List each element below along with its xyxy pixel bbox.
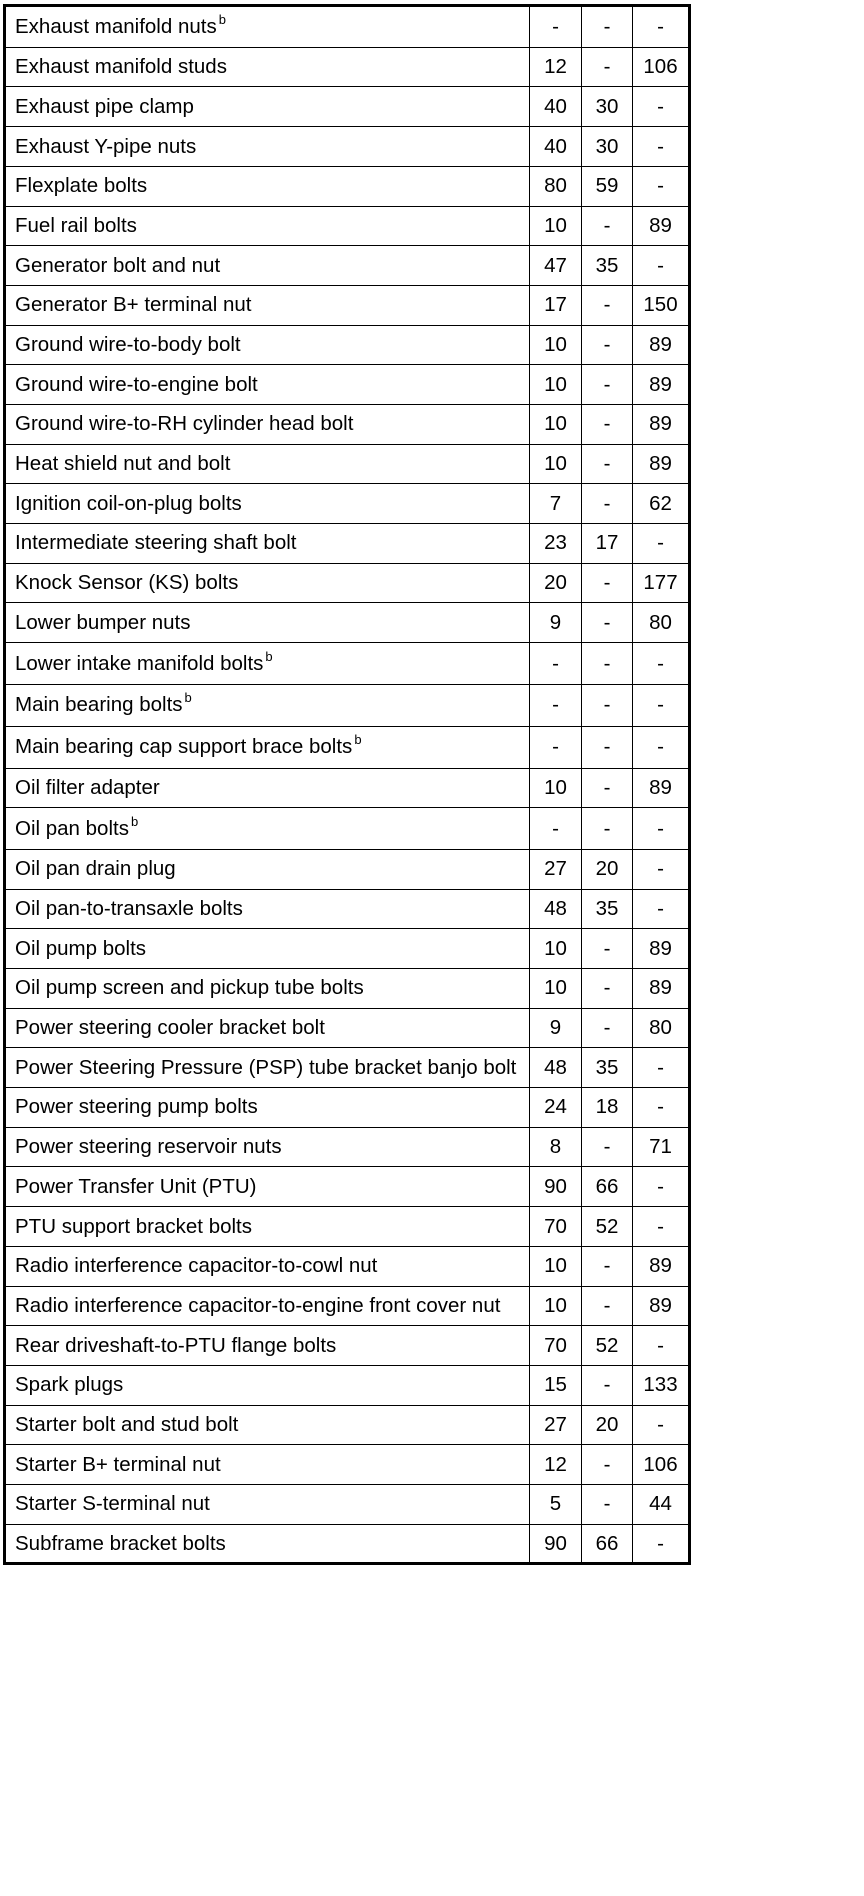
torque-nm-cell: 40 xyxy=(530,127,582,167)
torque-lbin-cell: - xyxy=(633,1326,690,1366)
torque-nm-cell: 70 xyxy=(530,1207,582,1247)
table-row xyxy=(5,684,690,726)
component-cell xyxy=(5,1048,530,1088)
table-row xyxy=(5,1286,690,1326)
torque-lbin-cell: - xyxy=(633,1524,690,1564)
torque-lbin-cell: 89 xyxy=(633,404,690,444)
torque-nm-cell: 27 xyxy=(530,849,582,889)
torque-nm-cell: 48 xyxy=(530,889,582,929)
component-name: Oil pump screen and pickup tube bolts xyxy=(15,976,364,1000)
torque-nm-cell: - xyxy=(530,6,582,48)
torque-nm-cell: 8 xyxy=(530,1127,582,1167)
component-cell xyxy=(5,325,530,365)
component-name: Exhaust manifold studs xyxy=(15,55,227,79)
table-row xyxy=(5,246,690,286)
table-row xyxy=(5,889,690,929)
table-row xyxy=(5,127,690,167)
torque-nm-cell: 10 xyxy=(530,1286,582,1326)
component-cell xyxy=(5,1246,530,1286)
table-row xyxy=(5,726,690,768)
torque-nm-cell: 7 xyxy=(530,484,582,524)
torque-lbin-cell: 89 xyxy=(633,365,690,405)
component-name: Subframe bracket bolts xyxy=(15,1531,226,1555)
component-cell xyxy=(5,1207,530,1247)
torque-lbft-cell: - xyxy=(582,1008,633,1048)
component-name: Power Steering Pressure (PSP) tube bracket banjo bolt xyxy=(15,1055,517,1079)
torque-lbin-cell: 106 xyxy=(633,1445,690,1485)
table-row xyxy=(5,484,690,524)
component-name: Knock Sensor (KS) bolts xyxy=(15,571,239,595)
torque-lbin-cell: - xyxy=(633,1167,690,1207)
component-cell xyxy=(5,127,530,167)
torque-nm-cell: 80 xyxy=(530,166,582,206)
footnote-marker: b xyxy=(265,648,273,664)
torque-lbft-cell: - xyxy=(582,808,633,850)
torque-lbin-cell: - xyxy=(633,849,690,889)
torque-lbin-cell: - xyxy=(633,87,690,127)
torque-lbin-cell: 89 xyxy=(633,1286,690,1326)
torque-lbft-cell: 59 xyxy=(582,166,633,206)
torque-lbin-cell: 106 xyxy=(633,47,690,87)
torque-lbin-cell: - xyxy=(633,246,690,286)
component-cell xyxy=(5,365,530,405)
component-name: Intermediate steering shaft bolt xyxy=(15,531,297,555)
torque-lbft-cell: 35 xyxy=(582,246,633,286)
torque-lbft-cell: - xyxy=(582,1286,633,1326)
table-row xyxy=(5,444,690,484)
component-name: Fuel rail bolts xyxy=(15,213,137,237)
torque-lbft-cell: 17 xyxy=(582,524,633,564)
component-name: Oil filter adapter xyxy=(15,775,160,799)
torque-lbft-cell: - xyxy=(582,365,633,405)
component-name: Exhaust pipe clamp xyxy=(15,94,194,118)
component-cell xyxy=(5,1167,530,1207)
torque-nm-cell: 10 xyxy=(530,206,582,246)
table-row xyxy=(5,929,690,969)
torque-spec-table-body xyxy=(5,6,690,1564)
footnote-marker: b xyxy=(354,732,362,748)
component-cell xyxy=(5,1088,530,1128)
table-row xyxy=(5,1048,690,1088)
torque-nm-cell: 90 xyxy=(530,1524,582,1564)
torque-lbft-cell: - xyxy=(582,404,633,444)
torque-nm-cell: 5 xyxy=(530,1484,582,1524)
torque-lbft-cell: - xyxy=(582,1365,633,1405)
component-cell xyxy=(5,1405,530,1445)
component-cell xyxy=(5,1445,530,1485)
torque-lbin-cell: - xyxy=(633,1405,690,1445)
torque-nm-cell: 48 xyxy=(530,1048,582,1088)
component-cell xyxy=(5,684,530,726)
torque-nm-cell: 10 xyxy=(530,404,582,444)
component-name: Lower bumper nuts xyxy=(15,610,191,634)
torque-nm-cell: 27 xyxy=(530,1405,582,1445)
torque-lbft-cell: 18 xyxy=(582,1088,633,1128)
component-name: Rear driveshaft-to-PTU flange bolts xyxy=(15,1333,337,1357)
torque-lbin-cell: - xyxy=(633,6,690,48)
table-row xyxy=(5,206,690,246)
table-row xyxy=(5,1246,690,1286)
component-cell xyxy=(5,603,530,643)
torque-lbin-cell: 89 xyxy=(633,969,690,1009)
torque-lbin-cell: - xyxy=(633,524,690,564)
torque-lbft-cell: - xyxy=(582,1484,633,1524)
table-row xyxy=(5,1008,690,1048)
table-row xyxy=(5,1365,690,1405)
torque-lbin-cell: 89 xyxy=(633,206,690,246)
component-name: Oil pan-to-transaxle bolts xyxy=(15,897,243,921)
component-name: Ignition coil-on-plug bolts xyxy=(15,491,242,515)
torque-spec-page xyxy=(3,4,717,1565)
torque-lbft-cell: 66 xyxy=(582,1524,633,1564)
torque-lbft-cell: - xyxy=(582,603,633,643)
table-row xyxy=(5,603,690,643)
component-name: Ground wire-to-engine bolt xyxy=(15,372,258,396)
component-name: Exhaust manifold nuts xyxy=(15,14,217,38)
torque-lbin-cell: - xyxy=(633,808,690,850)
component-name: PTU support bracket bolts xyxy=(15,1214,252,1238)
component-cell xyxy=(5,1326,530,1366)
component-cell xyxy=(5,849,530,889)
torque-lbft-cell: 52 xyxy=(582,1207,633,1247)
torque-lbft-cell: - xyxy=(582,325,633,365)
table-row xyxy=(5,1524,690,1564)
torque-nm-cell: 10 xyxy=(530,365,582,405)
torque-lbft-cell: - xyxy=(582,1445,633,1485)
torque-lbft-cell: - xyxy=(582,6,633,48)
torque-lbin-cell: - xyxy=(633,127,690,167)
table-row xyxy=(5,1207,690,1247)
table-row xyxy=(5,1088,690,1128)
torque-lbft-cell: 35 xyxy=(582,1048,633,1088)
component-cell xyxy=(5,768,530,808)
torque-nm-cell: 90 xyxy=(530,1167,582,1207)
torque-nm-cell: - xyxy=(530,808,582,850)
torque-lbft-cell: 66 xyxy=(582,1167,633,1207)
torque-lbin-cell: 80 xyxy=(633,1008,690,1048)
table-row xyxy=(5,969,690,1009)
component-cell xyxy=(5,47,530,87)
torque-lbft-cell: 30 xyxy=(582,87,633,127)
component-cell xyxy=(5,206,530,246)
torque-lbft-cell: - xyxy=(582,969,633,1009)
torque-lbin-cell: 44 xyxy=(633,1484,690,1524)
table-row xyxy=(5,768,690,808)
component-name: Ground wire-to-body bolt xyxy=(15,332,241,356)
component-cell xyxy=(5,524,530,564)
component-name: Power steering reservoir nuts xyxy=(15,1135,282,1159)
torque-nm-cell: 47 xyxy=(530,246,582,286)
component-cell xyxy=(5,1365,530,1405)
torque-lbft-cell: 52 xyxy=(582,1326,633,1366)
torque-lbin-cell: 133 xyxy=(633,1365,690,1405)
table-row xyxy=(5,1326,690,1366)
torque-lbft-cell: 30 xyxy=(582,127,633,167)
torque-lbin-cell: 89 xyxy=(633,929,690,969)
torque-lbin-cell: 89 xyxy=(633,768,690,808)
component-name: Oil pan bolts xyxy=(15,816,129,840)
component-cell xyxy=(5,166,530,206)
torque-lbin-cell: - xyxy=(633,889,690,929)
torque-lbft-cell: - xyxy=(582,206,633,246)
torque-nm-cell: 10 xyxy=(530,929,582,969)
torque-lbin-cell: 89 xyxy=(633,444,690,484)
torque-nm-cell: 23 xyxy=(530,524,582,564)
component-name: Ground wire-to-RH cylinder head bolt xyxy=(15,412,354,436)
table-row xyxy=(5,404,690,444)
component-name: Exhaust Y-pipe nuts xyxy=(15,134,197,158)
table-row xyxy=(5,285,690,325)
torque-lbin-cell: 71 xyxy=(633,1127,690,1167)
torque-nm-cell: 17 xyxy=(530,285,582,325)
component-cell xyxy=(5,643,530,685)
torque-nm-cell: 12 xyxy=(530,47,582,87)
torque-nm-cell: 10 xyxy=(530,969,582,1009)
torque-lbft-cell: 35 xyxy=(582,889,633,929)
torque-spec-table xyxy=(3,4,691,1565)
component-name: Starter bolt and stud bolt xyxy=(15,1412,239,1436)
torque-nm-cell: - xyxy=(530,684,582,726)
table-row xyxy=(5,643,690,685)
component-cell xyxy=(5,87,530,127)
component-name: Heat shield nut and bolt xyxy=(15,452,231,476)
torque-nm-cell: 20 xyxy=(530,563,582,603)
footnote-marker: b xyxy=(130,813,139,829)
table-row xyxy=(5,849,690,889)
component-name: Power steering pump bolts xyxy=(15,1095,258,1119)
torque-nm-cell: 9 xyxy=(530,603,582,643)
torque-nm-cell: 40 xyxy=(530,87,582,127)
table-row xyxy=(5,325,690,365)
torque-lbin-cell: - xyxy=(633,1048,690,1088)
component-cell xyxy=(5,726,530,768)
component-cell xyxy=(5,1484,530,1524)
component-cell xyxy=(5,929,530,969)
torque-lbft-cell: - xyxy=(582,444,633,484)
component-name: Starter B+ terminal nut xyxy=(15,1452,221,1476)
torque-nm-cell: 15 xyxy=(530,1365,582,1405)
torque-lbft-cell: - xyxy=(582,484,633,524)
torque-lbft-cell: - xyxy=(582,1246,633,1286)
torque-lbft-cell: - xyxy=(582,1127,633,1167)
component-cell xyxy=(5,808,530,850)
torque-lbft-cell: - xyxy=(582,768,633,808)
component-cell xyxy=(5,563,530,603)
torque-nm-cell: 12 xyxy=(530,1445,582,1485)
component-name: Generator bolt and nut xyxy=(15,253,221,277)
table-row xyxy=(5,563,690,603)
table-row xyxy=(5,1445,690,1485)
table-row xyxy=(5,1484,690,1524)
torque-lbft-cell: - xyxy=(582,726,633,768)
footnote-marker: b xyxy=(218,11,226,27)
torque-lbft-cell: - xyxy=(582,47,633,87)
component-cell xyxy=(5,404,530,444)
component-name: Oil pump bolts xyxy=(15,936,147,960)
component-name: Oil pan drain plug xyxy=(15,857,176,881)
table-row xyxy=(5,166,690,206)
torque-lbin-cell: 89 xyxy=(633,1246,690,1286)
torque-lbin-cell: - xyxy=(633,166,690,206)
table-row xyxy=(5,365,690,405)
torque-lbin-cell: - xyxy=(633,726,690,768)
table-row xyxy=(5,1167,690,1207)
torque-nm-cell: 9 xyxy=(530,1008,582,1048)
torque-lbft-cell: - xyxy=(582,285,633,325)
component-cell xyxy=(5,444,530,484)
component-name: Spark plugs xyxy=(15,1373,124,1397)
component-name: Radio interference capacitor-to-engine front cover nut xyxy=(15,1293,501,1317)
component-cell xyxy=(5,484,530,524)
torque-nm-cell: 24 xyxy=(530,1088,582,1128)
component-cell xyxy=(5,6,530,48)
component-name: Radio interference capacitor-to-cowl nut xyxy=(15,1254,378,1278)
component-name: Main bearing cap support brace bolts xyxy=(15,735,353,759)
torque-lbin-cell: 62 xyxy=(633,484,690,524)
torque-lbin-cell: 177 xyxy=(633,563,690,603)
component-name: Flexplate bolts xyxy=(15,174,148,198)
torque-nm-cell: - xyxy=(530,643,582,685)
component-name: Generator B+ terminal nut xyxy=(15,293,252,317)
component-cell xyxy=(5,1008,530,1048)
torque-nm-cell: 10 xyxy=(530,325,582,365)
table-row xyxy=(5,87,690,127)
torque-lbin-cell: - xyxy=(633,1088,690,1128)
torque-lbin-cell: - xyxy=(633,684,690,726)
torque-lbft-cell: 20 xyxy=(582,1405,633,1445)
torque-lbft-cell: - xyxy=(582,929,633,969)
torque-nm-cell: 10 xyxy=(530,768,582,808)
component-name: Lower intake manifold bolts xyxy=(15,651,264,675)
table-row xyxy=(5,1127,690,1167)
component-name: Starter S-terminal nut xyxy=(15,1492,210,1516)
table-row xyxy=(5,6,690,48)
footnote-marker: b xyxy=(184,690,192,706)
component-cell xyxy=(5,1127,530,1167)
torque-lbft-cell: - xyxy=(582,684,633,726)
component-cell xyxy=(5,969,530,1009)
component-cell xyxy=(5,246,530,286)
torque-nm-cell: - xyxy=(530,726,582,768)
torque-lbin-cell: - xyxy=(633,643,690,685)
table-row xyxy=(5,47,690,87)
table-row xyxy=(5,524,690,564)
component-cell xyxy=(5,285,530,325)
torque-nm-cell: 70 xyxy=(530,1326,582,1366)
component-cell xyxy=(5,1524,530,1564)
torque-nm-cell: 10 xyxy=(530,444,582,484)
component-cell xyxy=(5,889,530,929)
torque-lbin-cell: 80 xyxy=(633,603,690,643)
component-name: Power Transfer Unit (PTU) xyxy=(15,1174,257,1198)
component-name: Main bearing bolts xyxy=(15,693,183,717)
torque-lbin-cell: 89 xyxy=(633,325,690,365)
torque-lbin-cell: 150 xyxy=(633,285,690,325)
torque-nm-cell: 10 xyxy=(530,1246,582,1286)
torque-lbin-cell: - xyxy=(633,1207,690,1247)
torque-lbft-cell: 20 xyxy=(582,849,633,889)
torque-lbft-cell: - xyxy=(582,563,633,603)
component-cell xyxy=(5,1286,530,1326)
torque-lbft-cell: - xyxy=(582,643,633,685)
table-row xyxy=(5,1405,690,1445)
component-name: Power steering cooler bracket bolt xyxy=(15,1016,325,1040)
table-row xyxy=(5,808,690,850)
